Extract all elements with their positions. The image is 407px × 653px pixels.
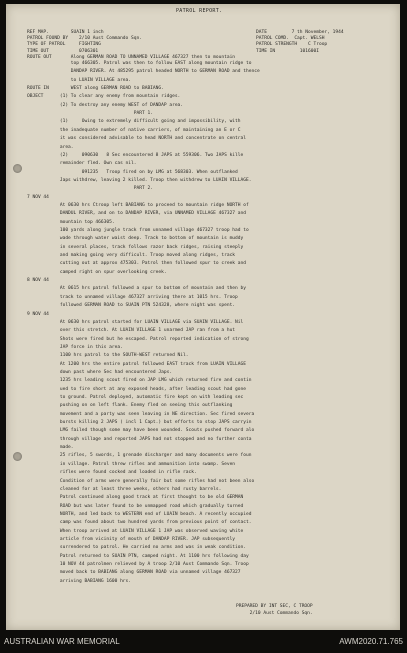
report-line: in several places, track follows razor back ridges, raising steeply	[27, 244, 244, 250]
report-line: Patrol continued along good track at first thought to be old GERMAN	[27, 495, 244, 501]
report-line: through village and reported JAPS had not stopped and no further conta	[27, 436, 252, 442]
report-line: OBJECT (1) To clear any enemy from mountain ridges.	[27, 94, 181, 100]
report-line: 10 NOV 44 patrolmen relieved by A troop 2/10 Aust Commando Sqn. Troop	[27, 562, 249, 567]
report-line: in village. Patrol threw rifles and ammunition into swamp. Seven	[27, 461, 236, 467]
report-line: rifles were found cocked and loaded in rifle rack.	[27, 470, 197, 476]
report-line: and making going very difficult. Troop moved along ridges, track	[27, 253, 236, 259]
header-line: ROUTE OUT Along GERMAN ROAD TO UNNAMED VILLAGE 467327 then to mountain	[27, 54, 236, 60]
report-line: DANDAP RIVER. At 485295 patrol headed NORTH to GERMAN ROAD and thence	[27, 69, 260, 75]
institution-label: AUSTRALIAN WAR MEMORIAL	[4, 637, 120, 646]
report-line: arriving BABIANG 1600 hrs.	[27, 578, 132, 584]
header-line: REF MAP. SUAIN 1 inch	[27, 30, 104, 35]
report-line: PART 1.	[27, 111, 153, 117]
report-line: (1) Owing to extremely difficult going and impossibility, with	[27, 119, 241, 125]
header-line: PATROL STRENGTH C Troop	[256, 42, 328, 48]
punch-hole	[13, 164, 22, 173]
report-line: top 466305. Patrol was then to follow EAST along mountain ridge to	[27, 61, 252, 66]
report-line: LMG failed though some may have been wounded. Scouts pushed forward alo	[27, 428, 255, 434]
report-line: wade through water waist deep. Track to bottom of mountain is muddy	[27, 236, 244, 242]
report-line: NORTH, and led back to WESTERN end of LUAIN beach. A recently occupied	[27, 511, 252, 517]
report-line: (2) To destroy any enemy WEST of DANDAP area.	[27, 102, 184, 108]
report-line: down past where Sec had encountered Japs.	[27, 369, 173, 375]
report-line: bursts killing 2 JAPS ( incl 1 Capt.) but efforts to stop JAPS carryin	[27, 420, 252, 426]
document-page	[6, 4, 400, 630]
report-line: followed GERMAN ROAD to SUAIN PTN 524328, where night was spent.	[27, 303, 236, 309]
header-line: PATROL COMD. Capt. WELSH	[256, 36, 325, 42]
report-line: ROAD but was later found to be unmapped road which gradually turned	[27, 503, 244, 509]
report-line: remainder fled. Own cas nil.	[27, 161, 137, 167]
report-line: 9 NOV 44	[27, 311, 49, 317]
report-line: (2) 090630 8 Sec encountered 8 JAPS at 559306. Two JAPS kille	[27, 152, 244, 158]
report-line: camped right on spur overlooking creek.	[27, 269, 167, 275]
report-line: movement and a party was seen leaving in NE direction. Sec fired severa	[27, 411, 255, 417]
report-line: cutting out at approx 475303. Patrol then followed spur to creek and	[27, 261, 246, 267]
report-line: 100 yards along jungle track from unnamed village 467327 troop had to	[27, 228, 249, 233]
report-line: to ground. Patrol deployed, automatic fire kept on with leading sec	[27, 395, 244, 400]
report-line: 25 rifles, 5 swords, 1 grenade discharger and many documents were foun	[27, 453, 252, 459]
report-line: At 0630 hrs Ctroop left BABIANG to proceed to mountain ridge NORTH of	[27, 202, 249, 208]
report-line: Shots were fired but he escaped. Patrol reported indication of strong	[27, 336, 249, 342]
report-line: made.	[27, 445, 74, 451]
report-line: Condition of arms were generally fair but some rifles had not been also	[27, 478, 255, 484]
signature-line: PREPARED BY INT SEC, C TROOP	[236, 604, 313, 609]
report-title: PATROL REPORT.	[176, 8, 223, 14]
report-line: article from vicinity of mouth of DANDAP RIVER. JAP subsequently	[27, 536, 236, 542]
header-line: TIME OUT 0706301	[27, 48, 99, 54]
report-line: cleaned for at least three weeks, others had rusty barrels.	[27, 486, 222, 492]
report-line: camp was found about two hundred yards from previous point of contact.	[27, 520, 252, 526]
punch-hole	[13, 452, 22, 461]
report-line: 1235 hrs leading scout fired on JAP LMG which returned fire and contin	[27, 378, 252, 384]
report-line: At 1200 hrs the entire patrol followed EAST track from LUAIN VILLAGE	[27, 361, 246, 367]
report-line: the inadequate number of native carriers, of maintaining an E or C	[27, 127, 241, 133]
report-line: At 0615 hrs patrol followed a spur to bottom of mountain and then by	[27, 286, 246, 292]
report-line: mountain top 466305.	[27, 219, 115, 225]
report-line: JAP force in this area.	[27, 344, 123, 350]
report-line: to LUAIN VILLAGE area.	[27, 77, 132, 83]
report-line: 7 NOV 44	[27, 194, 49, 200]
report-line: Patrol returned to SUAIN PTN, camped night. At 1100 hrs following day	[27, 553, 249, 559]
report-line: area.	[27, 144, 74, 150]
report-line: surrendered to patrol. He carried no arms and was in weak condition.	[27, 545, 246, 551]
report-line: 1100 hrs patrol to the SOUTH-WEST returned Nil.	[27, 353, 189, 359]
report-line: 091235 Troop fired on by LMG at 568303. When outflanked	[27, 169, 238, 175]
report-line: ued to fire short at any exposed heads, after leading scout had gone	[27, 386, 246, 392]
header-line: TYPE OF PATROL FIGHTING	[27, 42, 101, 48]
report-line: pushing on on left flank. Enemy fled on seeing this outflanking	[27, 403, 233, 409]
report-line: DANDUL RIVER, and on to DANDAP RIVER, via UNNAMED VILLAGE 467327 and	[27, 211, 246, 217]
signature-line: 2/10 Aust Commando Sqn.	[236, 611, 313, 616]
report-line: over this stretch. At LUAIN VILLAGE 1 unarmed JAP ran from a hut	[27, 328, 236, 334]
header-line: TIME IN 101600I	[256, 48, 319, 54]
report-line: At 0630 hrs patrol started for LUAIN VILLAGE via SUAIN VILLAGE. Nil	[27, 319, 244, 325]
report-line: 8 NOV 44	[27, 278, 49, 284]
report-line: track to unnamed village 467327 arriving there at 1015 hrs. Troop	[27, 294, 238, 300]
report-line: Japs withdrew, leaving 2 killed. Troop then withdrew to LUAIN VILLAGE.	[27, 177, 252, 183]
report-line: PART 2.	[27, 186, 153, 192]
header-line: DATE 7 th November, 1944	[256, 30, 344, 35]
catalogue-number: AWM2020.71.765	[339, 637, 403, 646]
header-line: PATROL FOUND BY 2/10 Aust Commando Sqn.	[27, 36, 142, 42]
report-line: ROUTE IN WEST along GERMAN ROAD to BABIANG.	[27, 86, 164, 92]
archive-footer	[0, 632, 407, 653]
report-line: it was considered advisable to head NORTH and concentrate on central	[27, 136, 246, 142]
report-line: When troop arrived at LUAIN VILLAGE 1 JAP was observed waving white	[27, 528, 244, 534]
report-line: moved back to BABIANG along GERMAN ROAD via unnamed village 467327	[27, 570, 241, 576]
